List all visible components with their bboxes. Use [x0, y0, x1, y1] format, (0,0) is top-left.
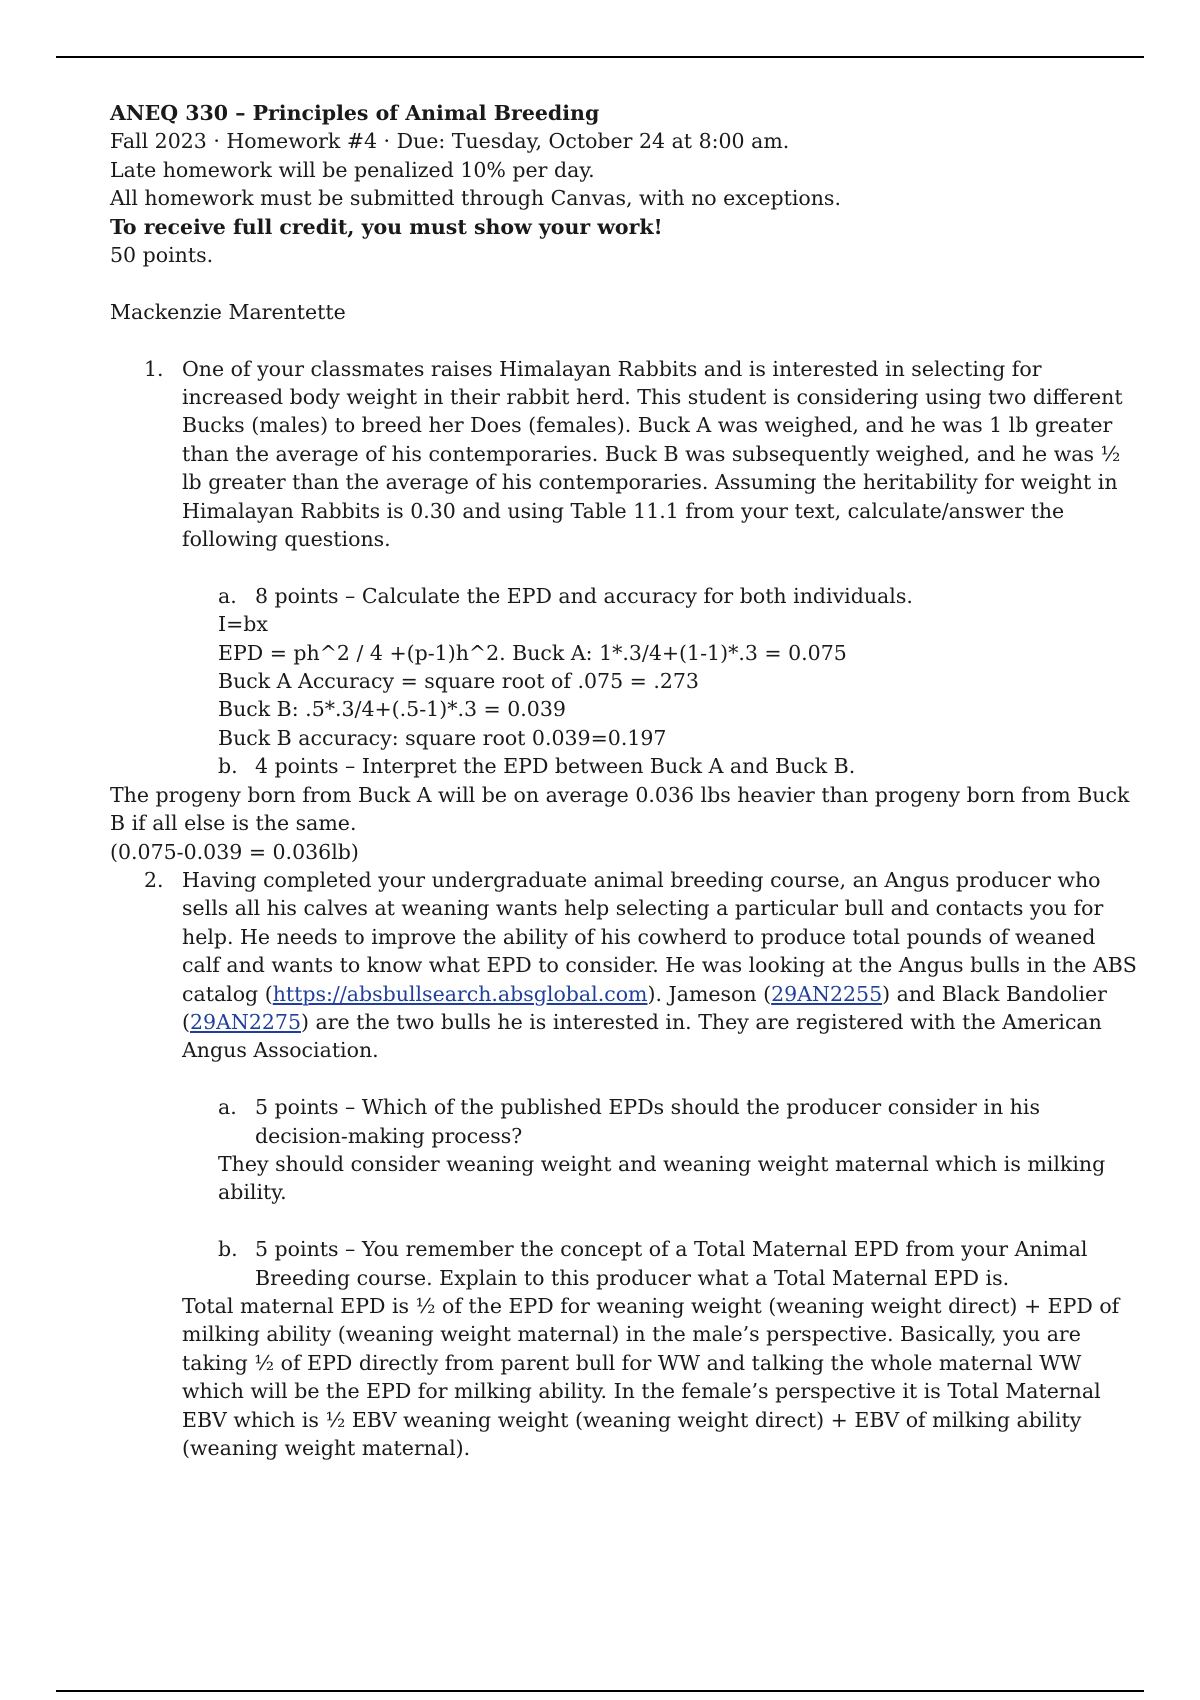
- student-name: Mackenzie Marentette: [110, 299, 346, 324]
- answer-line: taking ½ of EPD directly from parent bull for WW and talking the whole maternal WW: [182, 1350, 1082, 1375]
- subquestion-prompt: decision-making process?: [255, 1123, 523, 1148]
- text-fragment: ) and Black Bandolier: [882, 981, 1107, 1006]
- submission-policy: All homework must be submitted through Canvas, with no exceptions.: [110, 186, 841, 211]
- subquestion-prompt: 4 points – Interpret the EPD between Buck A and Buck B.: [255, 754, 856, 779]
- term-due-line: Fall 2023 · Homework #4 · Due: Tuesday, October 24 at 8:00 am.: [110, 129, 790, 154]
- answer-line: (weaning weight maternal).: [182, 1436, 471, 1461]
- question-line-bull2: [182, 1008, 1130, 1036]
- answer-line: EBV which is ½ EBV weaning weight (weaning weight direct) + EBV of milking ability: [182, 1407, 1082, 1432]
- question-number: 2.: [144, 867, 164, 892]
- question-1: [110, 355, 1130, 554]
- answer-line: B if all else is the same.: [110, 811, 357, 836]
- question-number: 1.: [144, 356, 164, 381]
- question-line: Angus Association.: [182, 1038, 379, 1063]
- answer-line: The progeny born from Buck A will be on average 0.036 lbs heavier than progeny born from Buck: [110, 782, 1130, 807]
- text-fragment: (: [182, 1009, 190, 1034]
- subquestion-prompt: Breeding course. Explain to this producer what a Total Maternal EPD is.: [255, 1265, 1010, 1290]
- answer-line: Buck B accuracy: square root 0.039=0.197: [218, 725, 667, 750]
- answer-line: (0.075-0.039 = 0.036lb): [110, 839, 359, 864]
- answer-line: They should consider weaning weight and weaning weight maternal which is milking: [218, 1151, 1106, 1176]
- question-line: sells all his calves at weaning wants help selecting a particular bull and contacts you for: [182, 896, 1104, 921]
- bull-black-bandolier-link[interactable]: 29AN2275: [190, 1009, 301, 1034]
- bull-jameson-link[interactable]: 29AN2255: [771, 981, 883, 1006]
- text-fragment: ). Jameson (: [647, 981, 772, 1006]
- question-line: calf and wants to know what EPD to consider. He was looking at the Angus bulls in the ABS: [182, 953, 1137, 978]
- abs-catalog-link[interactable]: https://absbullsearch.absglobal.com: [272, 981, 648, 1006]
- answer-2a: [110, 1150, 1130, 1207]
- answer-line: Total maternal EPD is ½ of the EPD for weaning weight (weaning weight direct) + EPD of: [182, 1293, 1120, 1318]
- subquestion-prompt: 8 points – Calculate the EPD and accuracy for both individuals.: [255, 583, 913, 608]
- bottom-rule: [56, 1690, 1144, 1692]
- question-line: Having completed your undergraduate animal breeding course, an Angus producer who: [182, 867, 1101, 892]
- top-rule: [56, 56, 1144, 58]
- document-body: [110, 99, 1137, 1462]
- question-1a: [110, 582, 1130, 610]
- subquestion-letter: a.: [218, 583, 237, 608]
- question-2a: [110, 1093, 1130, 1150]
- question-1b: [110, 752, 1130, 780]
- answer-1a: [110, 610, 1130, 752]
- question-2: [110, 866, 1137, 1065]
- question-2b: [110, 1235, 1130, 1292]
- course-title: ANEQ 330 – Principles of Animal Breeding: [110, 101, 600, 125]
- question-line: than the average of his contemporaries. Buck B was subsequently weighed, and he was ½: [182, 441, 1121, 466]
- question-line: increased body weight in their rabbit herd. This student is considering using two different: [182, 385, 1123, 410]
- answer-line: EPD = ph^2 / 4 +(p-1)h^2. Buck A: 1*.3/4+(1-1)*.3 = 0.075: [218, 640, 847, 665]
- answer-1b: [110, 781, 1130, 866]
- question-line: One of your classmates raises Himalayan Rabbits and is interested in selecting for: [182, 356, 1042, 381]
- answer-line: milking ability (weaning weight maternal) in the male’s perspective. Basically, you are: [182, 1322, 1081, 1347]
- subquestion-letter: b.: [218, 754, 238, 779]
- answer-line: I=bx: [218, 612, 268, 637]
- show-work-notice: To receive full credit, you must show your work!: [110, 214, 663, 239]
- question-line: lb greater than the average of his contemporaries. Assuming the heritability for weight in: [182, 470, 1118, 495]
- answer-2b: [110, 1292, 1130, 1462]
- question-line: Bucks (males) to breed her Does (females). Buck A was weighed, and he was 1 lb greater: [182, 413, 1113, 438]
- question-line: Himalayan Rabbits is 0.30 and using Table 11.1 from your text, calculate/answer the: [182, 498, 1065, 523]
- subquestion-letter: b.: [218, 1237, 238, 1262]
- question-line-catalog: [182, 980, 1130, 1008]
- answer-line: which will be the EPD for milking ability. In the female’s perspective it is Total Maternal: [182, 1379, 1101, 1404]
- text-fragment: ) are the two bulls he is interested in. They are registered with the American: [301, 1009, 1102, 1034]
- text-fragment: catalog (: [182, 981, 273, 1006]
- subquestion-prompt: 5 points – You remember the concept of a Total Maternal EPD from your Animal: [255, 1237, 1088, 1262]
- question-line: following questions.: [182, 527, 391, 552]
- total-points: 50 points.: [110, 243, 214, 268]
- subquestion-prompt: 5 points – Which of the published EPDs should the producer consider in his: [255, 1095, 1040, 1120]
- answer-line: ability.: [218, 1180, 287, 1205]
- late-policy: Late homework will be penalized 10% per day.: [110, 157, 595, 182]
- answer-line: Buck B: .5*.3/4+(.5-1)*.3 = 0.039: [218, 697, 566, 722]
- subquestion-letter: a.: [218, 1095, 237, 1120]
- answer-line: Buck A Accuracy = square root of .075 = .273: [218, 669, 699, 694]
- question-line: help. He needs to improve the ability of his cowherd to produce total pounds of weaned: [182, 924, 1096, 949]
